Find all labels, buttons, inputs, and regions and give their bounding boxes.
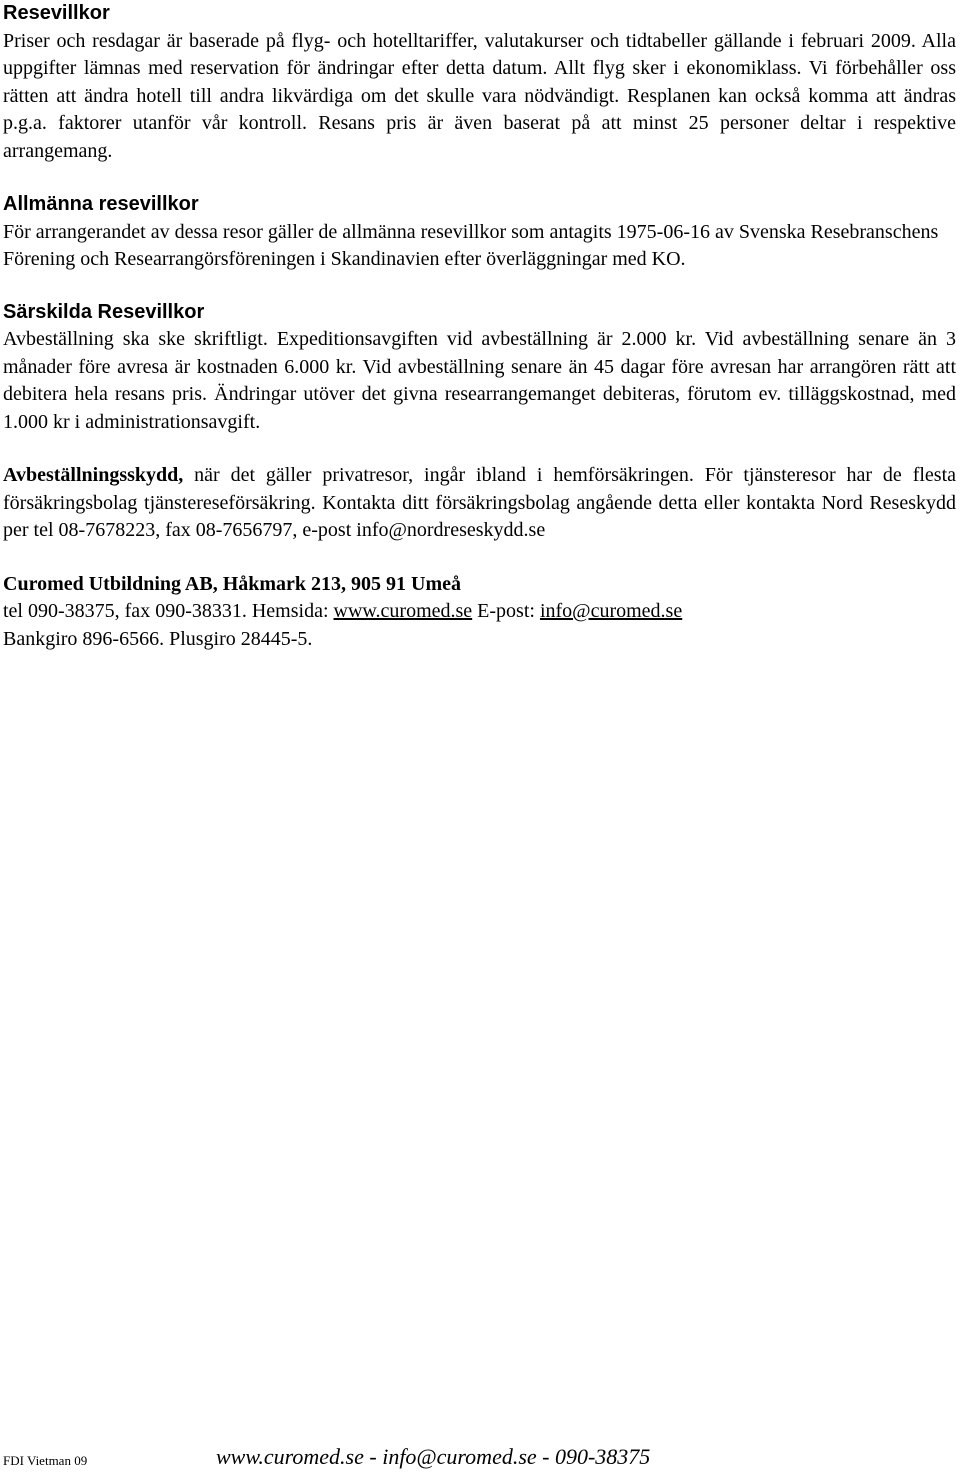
email-prefix: E-post: <box>472 600 540 622</box>
company-contact <box>3 598 956 626</box>
document-page <box>3 0 956 653</box>
avbestallningsskydd-text: när det gäller privatresor, ingår ibland i hemförsäkringen. För tjänsteresor har de flesta försäkringsbolag tjänstereseförsäkring. Kontakta ditt försäkringsbolag angående detta eller kontakta Nord Reseskydd per tel 08-7678223, fax 08-7656797, e-post info@nordreseskydd.se <box>3 464 956 541</box>
allmanna-heading: Allmänna resevillkor <box>3 193 199 215</box>
sarskilda-heading: Särskilda Resevillkor <box>3 300 205 323</box>
website-link[interactable]: www.curomed.se <box>333 600 473 622</box>
sarskilda-section <box>3 299 956 437</box>
company-section <box>3 571 956 654</box>
contact-prefix: tel 090-38375, fax 090-38331. Hemsida: <box>3 600 334 622</box>
avbestallningsskydd-paragraph <box>3 462 956 545</box>
footer-left-text: FDI Vietman 09 <box>3 1453 88 1468</box>
page-footer <box>3 1443 956 1473</box>
resevillkor-section <box>3 0 956 165</box>
footer-center-text: www.curomed.se - info@curomed.se - 090-38375 <box>216 1444 651 1469</box>
company-heading: Curomed Utbildning AB, Håkmark 213, 905 91 Umeå <box>3 572 462 595</box>
resevillkor-text: Priser och resdagar är baserade på flyg- och hotelltariffer, valutakurser och tidtabeller gällande i februari 2009. Alla uppgifter lämnas med reservation för ändringar efter detta datum. Allt flyg sker i ekonomiklass. Vi förbehåller oss rätten att ändra hotell till andra likvärdiga om det skulle vara nödvändigt. Resplanen kan också komma att ändras p.g.a. faktorer utanför vår kontroll. Resans pris är även baserat på att minst 25 personer deltar i respektive arrangemang. <box>3 29 956 162</box>
avbestallningsskydd-heading: Avbeställningsskydd, <box>3 464 184 486</box>
avbestallningsskydd-section <box>3 462 956 545</box>
allmanna-text: För arrangerandet av dessa resor gäller de allmänna resevillkor som antagits 1975-06-16 av Svenska Resebranschens Förening och Researrangörsföreningen i Skandinavien efter överläggningar med KO. <box>3 220 939 270</box>
allmanna-section <box>3 191 956 274</box>
company-bank: Bankgiro 896-6566. Plusgiro 28445-5. <box>3 627 313 650</box>
sarskilda-text: Avbeställning ska ske skriftligt. Expeditionsavgiften vid avbeställning är 2.000 kr. Vid avbeställning senare än 3 månader före avresa är kostnaden 6.000 kr. Vid avbeställning senare än 45 dagar före avresan har arrangören rätt att debitera hela resans pris. Ändringar utöver det givna researrangemanget debiteras, förutom ev. tilläggskostnad, med 1.000 kr i administrationsavgift. <box>3 328 956 433</box>
resevillkor-heading: Resevillkor <box>3 2 110 24</box>
email-link[interactable]: info@curomed.se <box>539 600 683 622</box>
